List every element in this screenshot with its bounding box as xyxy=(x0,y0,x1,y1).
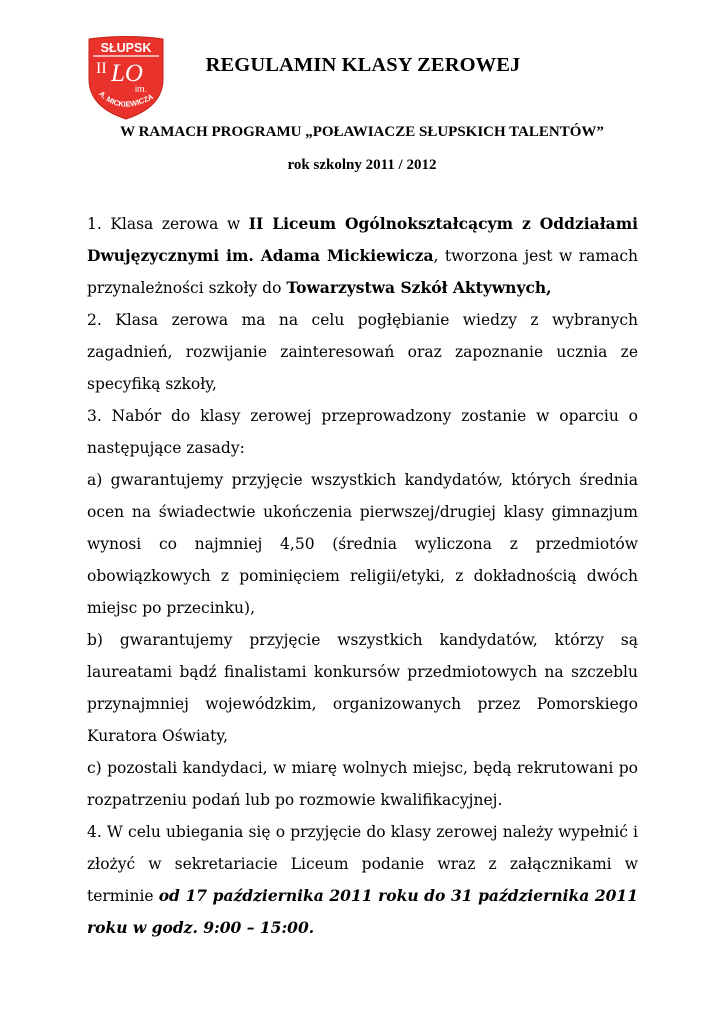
paragraph-4 xyxy=(87,816,638,944)
p4-deadline: od 17 października 2011 roku do 31 października 2011 roku w godz. 9:00 – 15:00. xyxy=(87,886,638,937)
regulation-body xyxy=(87,208,638,944)
p1-text-c: , tworzona jest w ramach przynależności szkoły do xyxy=(87,247,638,297)
paragraph-3b: b) gwarantujemy przyjęcie wszystkich kandydatów, którzy są laureatami bądź finalistami konkursów przedmiotowych na szczeblu przynajmniej wojewódzkim, organizowanych przez Pomorskiego Kuratora Oświaty, xyxy=(87,631,638,745)
p1-text-a: 1. Klasa zerowa w xyxy=(87,215,249,233)
school-logo xyxy=(84,35,168,121)
program-subtitle: W RAMACH PROGRAMU „POŁAWIACZE SŁUPSKICH TALENTÓW” xyxy=(120,124,604,140)
paragraph-3c: c) pozostali kandydaci, w miarę wolnych miejsc, będą rekrutowani po rozpatrzeniu podań lub po rozmowie kwalifikacyjnej. xyxy=(87,759,638,809)
paragraph-3a: a) gwarantujemy przyjęcie wszystkich kandydatów, których średnia ocen na świadectwie ukończenia pierwszej/drugiej klasy gimnazjum wynosi co najmniej 4,50 (średnia wyliczona z przedmiotów obowiązkowych z pominięciem religii/etyki, z dokładnością dwóch miejsc po przecinku), xyxy=(87,471,638,617)
p1-society-name: Towarzystwa Szkół Aktywnych, xyxy=(286,278,552,297)
logo-roman-numeral: II xyxy=(96,60,107,77)
logo-city: SŁUPSK xyxy=(100,41,152,55)
paragraph-2: 2. Klasa zerowa ma na celu pogłębianie wiedzy z wybranych zagadnień, rozwijanie zainteresowań oraz zapoznanie ucznia ze specyfiką szkoły, xyxy=(87,311,638,393)
p1-school-name: II Liceum Ogólnokształcącym z Oddziałami Dwujęzycznymi im. Adama Mickiewicza xyxy=(87,214,638,265)
paragraph-1 xyxy=(87,208,638,304)
logo-monogram: LO xyxy=(111,60,143,87)
p4-text-a: 4. W celu ubiegania się o przyjęcie do klasy zerowej należy wypełnić i złożyć w sekretariacie Liceum podanie wraz z załącznikami w terminie xyxy=(87,823,638,905)
document-title: REGULAMIN KLASY ZEROWEJ xyxy=(205,54,521,76)
school-year: rok szkolny 2011 / 2012 xyxy=(287,157,437,173)
logo-patron-name: A. MICKIEWICZA xyxy=(97,89,155,109)
logo-im: im. xyxy=(135,84,147,94)
paragraph-3: 3. Nabór do klasy zerowej przeprowadzony zostanie w oparciu o następujące zasady: xyxy=(87,407,638,457)
